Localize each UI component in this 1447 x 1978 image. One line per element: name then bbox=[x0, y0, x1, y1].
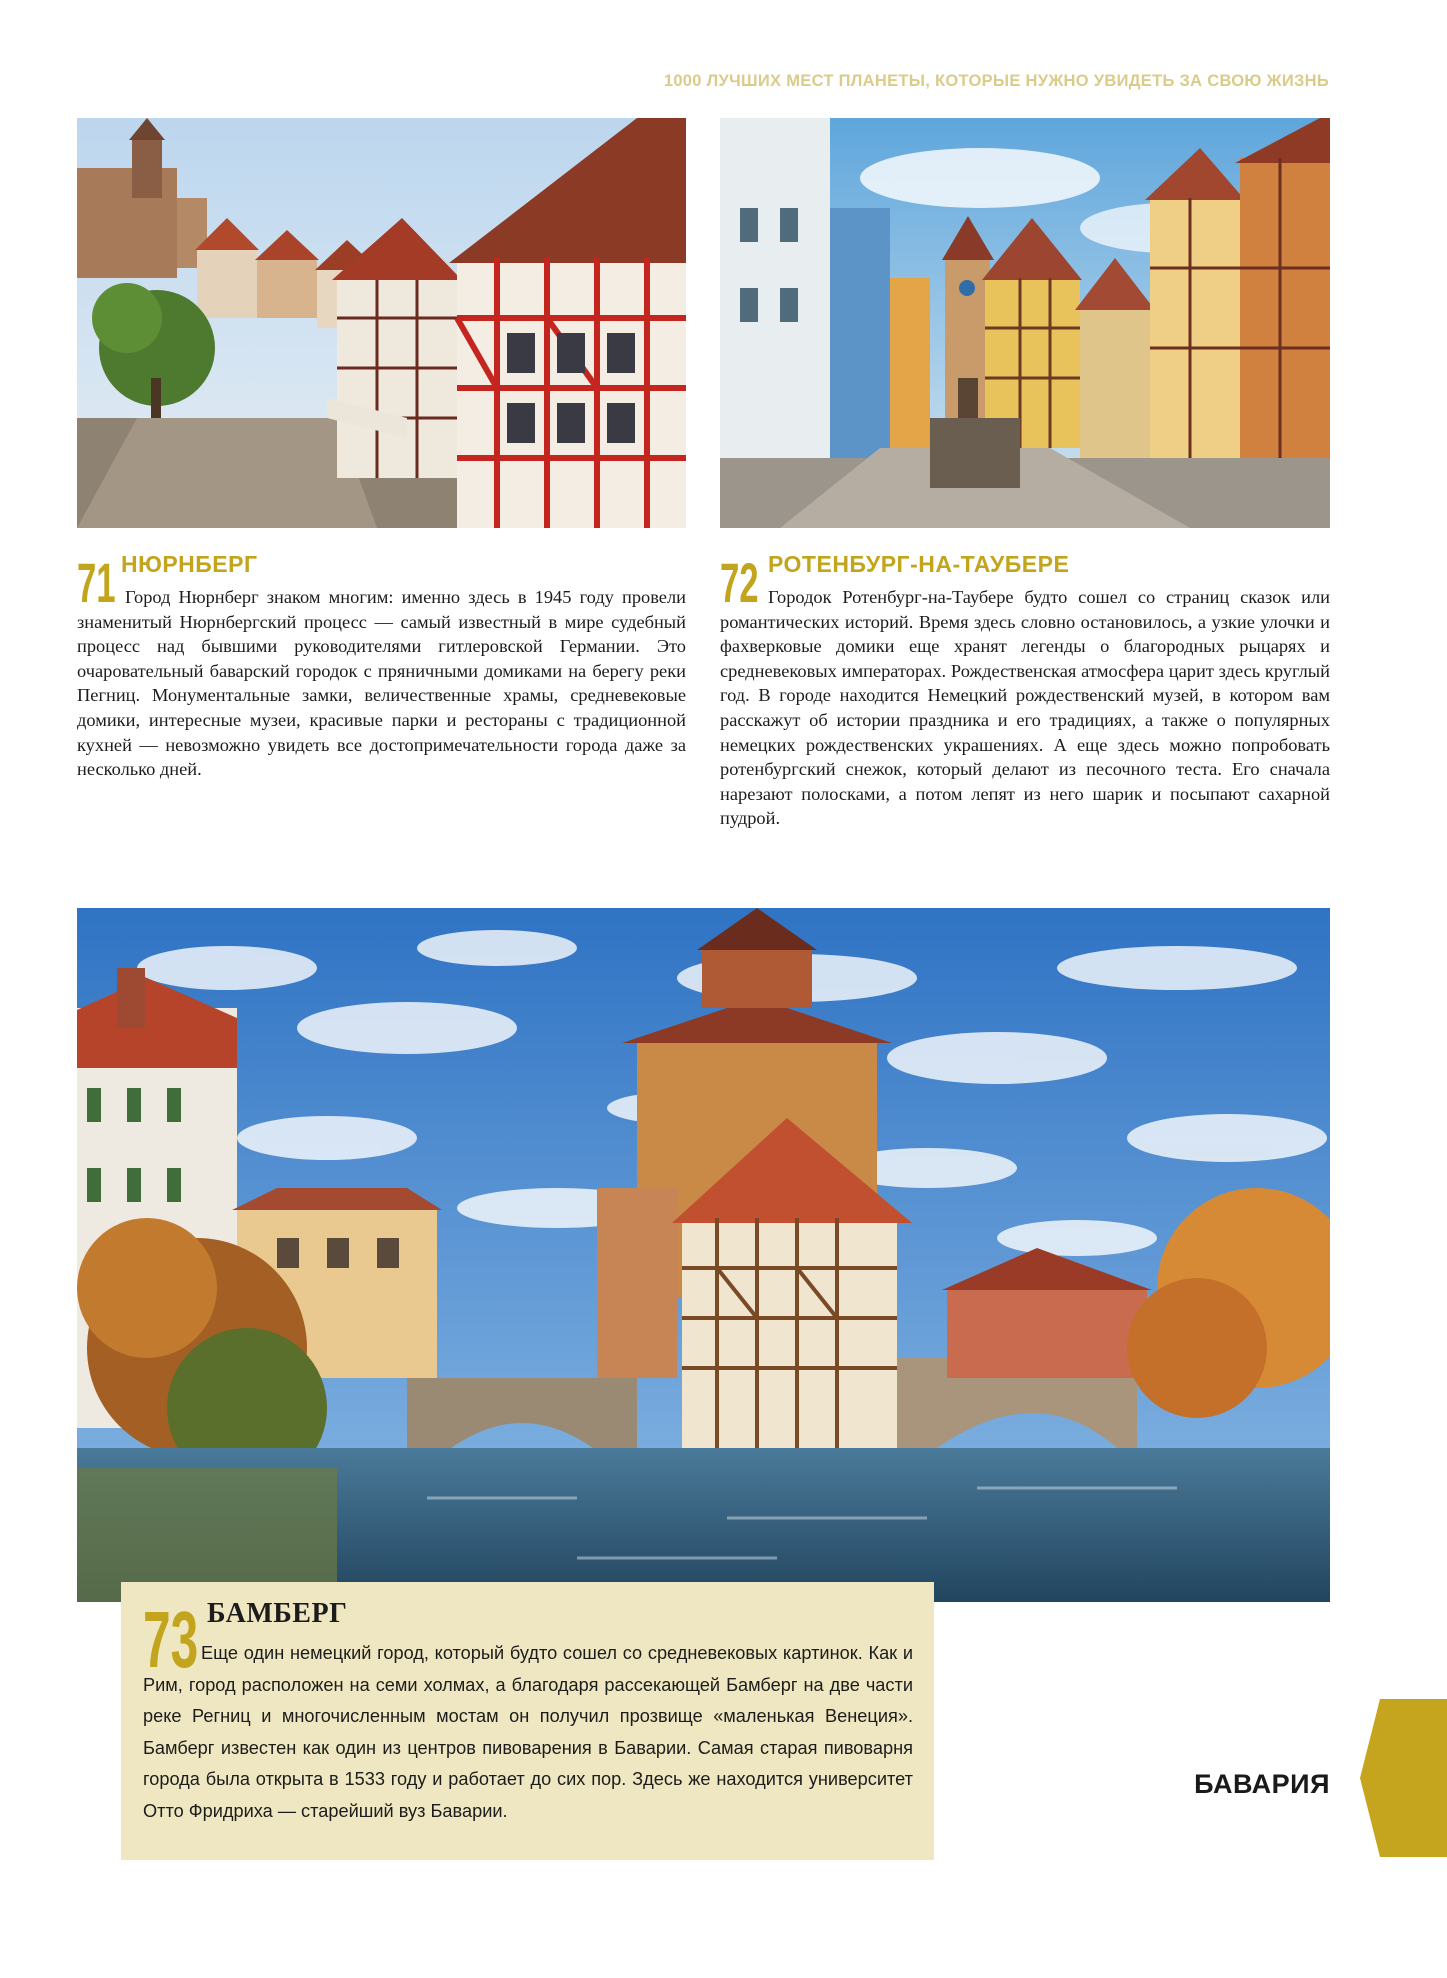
entry-title-rothenburg: РОТЕНБУРГ-НА-ТАУБЕРЕ bbox=[768, 551, 1070, 577]
entry-title-nuremberg: НЮРНБЕРГ bbox=[121, 551, 258, 577]
entry-text-bamberg: Еще один немецкий город, который будто сошел со средневековых картинок. Как и Рим, город расположен на семи холмах, а благодаря рассекающей Бамберг на две части реке Регниц и многочисленным мостам он получил прозвище «маленькая Венеция». Бамберг известен как один из центров пивоварения в Баварии. Самая старая пивоварня города была открыта в 1533 году и работает до сих пор. Здесь же находится университет Отто Фридриха — старейший вуз Баварии. bbox=[143, 1643, 913, 1821]
running-title: 1000 ЛУЧШИХ МЕСТ ПЛАНЕТЫ, КОТОРЫЕ НУЖНО УВИДЕТЬ ЗА СВОЮ ЖИЗНЬ bbox=[663, 72, 1329, 90]
rothenburg-photo bbox=[720, 118, 1330, 528]
entry-title-bamberg: БАМБЕРГ bbox=[207, 1598, 348, 1629]
entry-text-rothenburg: Городок Ротенбург-на-Таубере будто сошел со страниц сказок или романтических историй. Время здесь словно остановилось, а узкие улочки и фахверковые домики еще хранят легенды о благородных рыцарях и средневековых императорах. Рождественская атмосфера царит здесь круглый год. В городе находится Немецкий рождественский музей, в котором вам расскажут об истории праздника и его традициях, а также о популярных немецких рождественских украшениях. А еще здесь можно попробовать ротенбургский снежок, который делают из песочного теста. Его сначала нарезают полосками, а потом лепят из него шарик и посыпают сахарной пудрой. bbox=[720, 587, 1330, 829]
entry-number-71: 71 bbox=[77, 551, 116, 614]
entry-number-72: 72 bbox=[720, 551, 759, 614]
entry-number-73: 73 bbox=[143, 1595, 199, 1684]
bamberg-photo bbox=[77, 908, 1330, 1602]
section-tab-marker bbox=[1360, 1699, 1447, 1857]
bamberg-caption-box bbox=[121, 1582, 934, 1860]
nuremberg-photo bbox=[77, 118, 686, 528]
section-label: БАВАРИЯ bbox=[1194, 1769, 1330, 1799]
entry-text-nuremberg: Город Нюрнберг знаком многим: именно здесь в 1945 году провели знаменитый Нюрнбергский процесс — самый известный в мире судебный процесс над бывшими руководителями гитлеровской Германии. Это очаровательный баварский городок с пряничными домиками на берегу реки Пегниц. Монументальные замки, величественные храмы, средневековые домики, интересные музеи, красивые парки и рестораны с традиционной кухней — невозможно увидеть все достопримечательности города даже за несколько дней. bbox=[77, 587, 686, 780]
